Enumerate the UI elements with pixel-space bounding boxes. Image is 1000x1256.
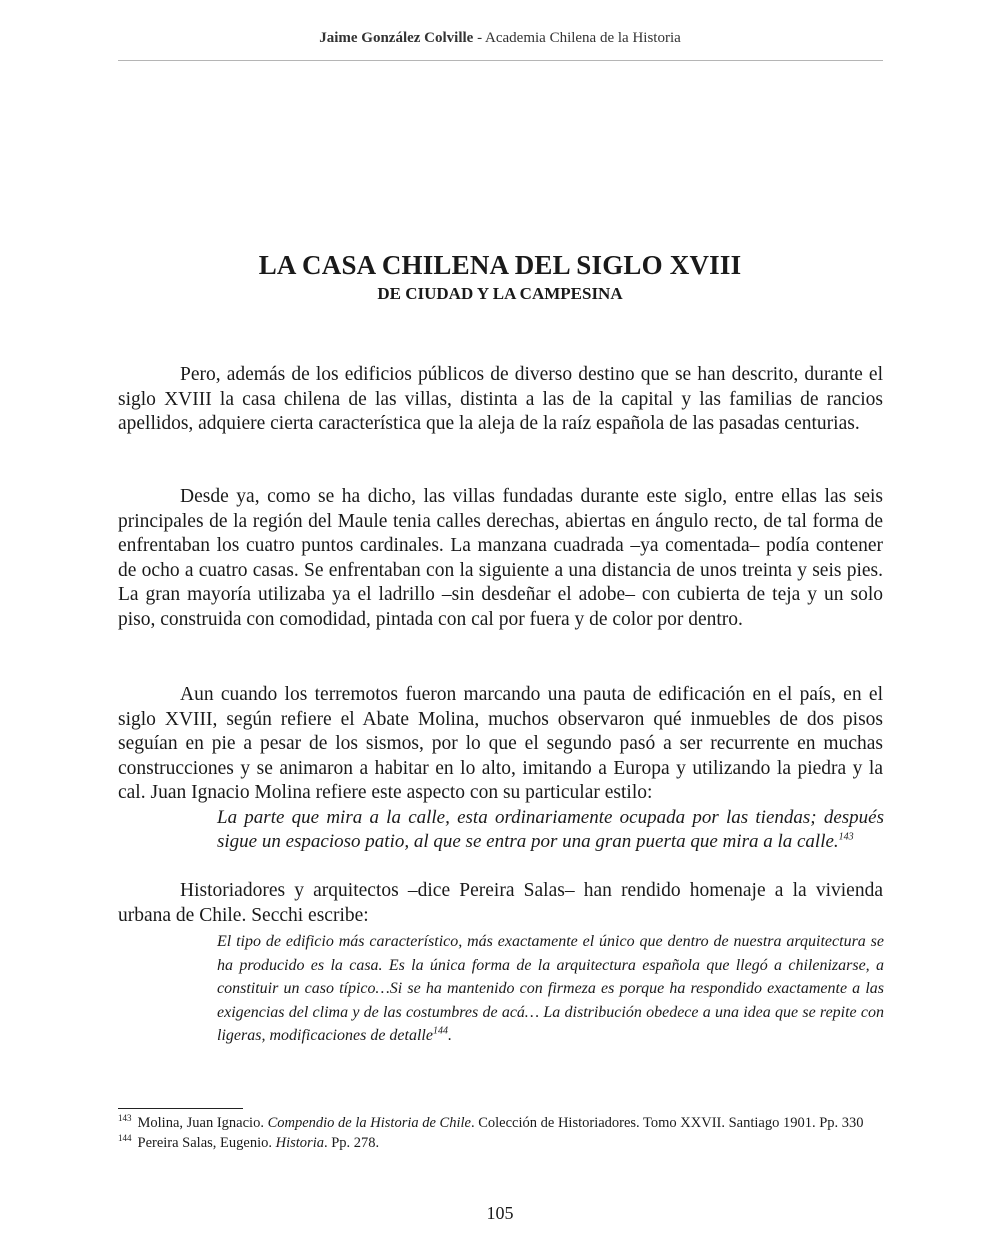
footnote-number: 144: [118, 1133, 132, 1144]
footnote-ref-143: 143: [838, 831, 854, 843]
quote-molina-text: La parte que mira a la calle, esta ordinariamente ocupada por las tiendas; después sigue un espacioso patio, al que se entra por una gran puerta que mira a la calle.: [217, 807, 884, 852]
footnote-details: . Colección de Historiadores. Tomo XXVII. Santiago 1901. Pp. 330: [470, 1115, 864, 1131]
header-separator: -: [473, 30, 486, 46]
footnote-143: [118, 1113, 883, 1133]
chapter-subtitle: DE CIUDAD Y LA CAMPESINA: [377, 284, 623, 303]
running-header: [0, 30, 1000, 47]
header-institution: Academia Chilena de la Historia: [485, 30, 681, 46]
footnotes: [118, 1113, 883, 1153]
footnote-work-title: Historia: [275, 1135, 324, 1151]
paragraph-2: Desde ya, como se ha dicho, las villas fundadas durante este siglo, entre ellas las seis principales de la región del Maule tenia calles derechas, abiertas en ángulo recto, de tal forma de enfrentaban los cuatro puntos cardinales. La manzana cuadrada –ya comentada– podía contener de ocho a cuatro casas. Se enfrentaban con la siguiente a una distancia de unos treinta y seis pies. La gran mayoría utilizaba ya el ladrillo –sin desdeñar el adobe– con cubierta de teja y un solo piso, construida con comodidad, pintada con cal por fuera y de color por dentro.: [118, 486, 883, 630]
paragraph-1: Pero, además de los edificios públicos de diverso destino que se han descrito, durante el siglo XVIII la casa chilena de las villas, distinta a las de la capital y las familias de rancios apellidos, adquiere cierta característica que la aleja de la raíz española de las pasadas centurias.: [118, 364, 883, 434]
block-quote-molina: [217, 806, 884, 854]
footnote-author: Molina, Juan Ignacio.: [137, 1115, 264, 1131]
footnote-divider: [118, 1108, 243, 1109]
header-divider: [118, 60, 883, 61]
page-number: 105: [486, 1203, 514, 1223]
paragraph-4: Historiadores y arquitectos –dice Pereira Salas– han rendido homenaje a la vivienda urbana de Chile. Secchi escribe:: [118, 880, 883, 926]
quote-secchi-end: .: [447, 1027, 452, 1044]
paragraph-3: Aun cuando los terremotos fueron marcando una pauta de edificación en el país, en el siglo XVIII, según refiere el Abate Molina, muchos observaron qué inmuebles de dos pisos seguían en pie a pesar de los sismos, por lo que el segundo pasó a ser recurrente en muchas construcciones y se animaron a habitar en lo alto, imitando a Europa y utilizando la piedra y la cal. Juan Ignacio Molina refiere este aspecto con su particular estilo:: [118, 684, 883, 803]
footnote-work-title: Compendio de la Historia de Chile: [267, 1115, 471, 1131]
chapter-title: LA CASA CHILENA DEL SIGLO XVIII: [258, 250, 742, 280]
footnote-author: Pereira Salas, Eugenio.: [137, 1135, 272, 1151]
quote-secchi-text: El tipo de edificio más característico, más exactamente el único que dentro de nuestra arquitectura se ha producido es la casa. Es la única forma de la arquitectura española que llegó a chilenizarse, a constituir un caso típico…Si se ha mantenido con firmeza es porque ha respondido exactamente a las exigencias del clima y de las costumbres de acá… La distribución obedece a una idea que se repite con ligeras, modificaciones de detalle: [217, 933, 884, 1044]
footnote-details: . Pp. 278.: [323, 1135, 380, 1151]
footnote-144: [118, 1133, 883, 1153]
footnote-ref-144: 144: [432, 1025, 448, 1037]
block-quote-secchi: [217, 930, 884, 1048]
header-author: Jaime González Colville: [319, 30, 474, 46]
footnote-number: 143: [118, 1113, 132, 1124]
